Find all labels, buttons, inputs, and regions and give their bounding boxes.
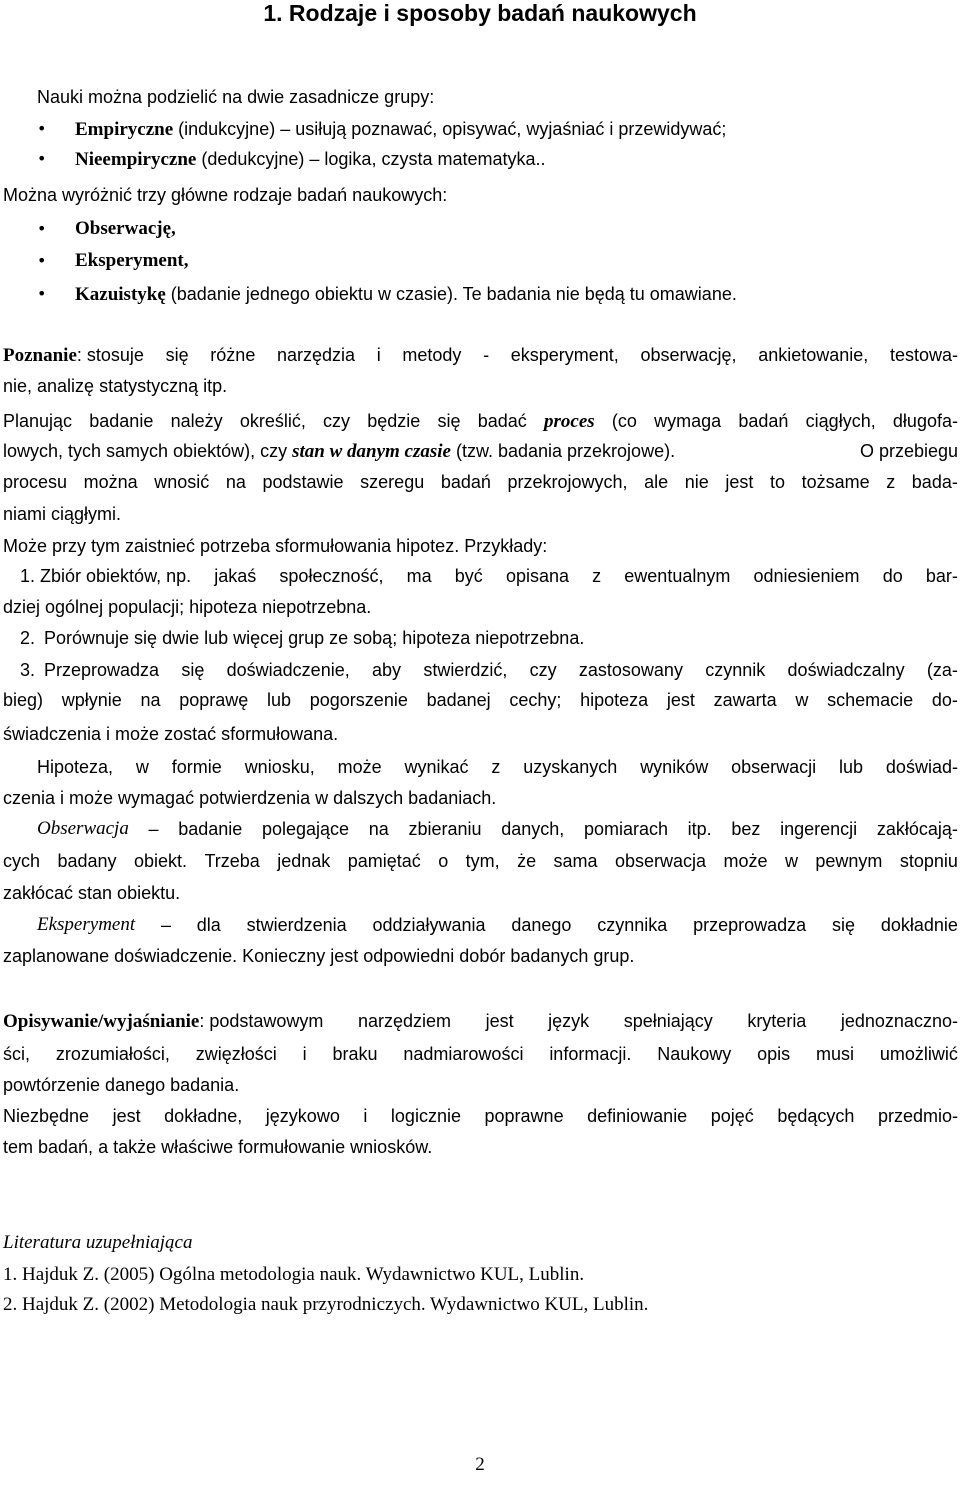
hipoteza-line-1: Hipoteza, w formie wniosku, może wynikać z uzyskanych wyników obserwacji lub doświad-: [37, 757, 958, 777]
bullet-icon: •: [37, 284, 47, 303]
obserwacja-line-3: zakłócać stan obiektu.: [3, 883, 181, 903]
opis-line-5: tem badań, a także właściwe formułowanie wniosków.: [3, 1137, 433, 1157]
eksperyment-line-1: Eksperyment – dla stwierdzenia oddziaływania danego czynnika przeprowadza się dokładnie: [37, 914, 958, 935]
bullet-icon: •: [37, 251, 47, 270]
bullet-icon: •: [37, 119, 47, 138]
page-title: 1. Rodzaje i sposoby badań naukowych: [263, 0, 697, 26]
literature-item: 2. Hajduk Z. (2002) Metodologia nauk przyrodniczych. Wydawnictwo KUL, Lublin.: [3, 1294, 649, 1315]
example-3-line-1: Przeprowadza się doświadczenie, aby stwierdzić, czy zastosowany czynnik doświadczalny (za-: [44, 660, 958, 680]
list-item-kazuistyka: Kazuistykę (badanie jednego obiektu w czasie). Te badania nie będą tu omawiane.: [75, 284, 737, 305]
opis-line-4: Niezbędne jest dokładne, językowo i logicznie poprawne definiowanie pojęć będących przedmio-: [3, 1106, 958, 1126]
example-1-line-1: 1. Zbiór obiektów, np. jakaś społeczność, ma być opisana z ewentualnym odniesieniem do bar-: [20, 566, 958, 586]
bullet-icon: •: [37, 149, 47, 168]
eksperyment-line-2: zaplanowane doświadczenie. Konieczny jest odpowiedni dobór badanych grup.: [3, 946, 635, 966]
example-2-number: 2.: [20, 628, 36, 648]
opis-line-3: powtórzenie danego badania.: [3, 1075, 240, 1095]
obserwacja-line-1: Obserwacja – badanie polegające na zbieraniu danych, pomiarach itp. bez ingerencji zakłócają-: [37, 818, 958, 839]
planning-line-5: Może przy tym zaistnieć potrzeba sformułowania hipotez. Przykłady:: [3, 536, 548, 556]
planning-line-4: niami ciągłymi.: [3, 504, 122, 524]
planning-line-3: procesu można wnosić na podstawie szeregu badań przekrojowych, ale nie jest to tożsame z bada-: [3, 472, 958, 492]
intro-lead: Nauki można podzielić na dwie zasadnicze grupy:: [37, 87, 435, 107]
page-number: 2: [475, 1454, 485, 1475]
planning-line-2: lowych, tych samych obiektów), czy stan w danym czasie (tzw. badania przekrojowe). O przebiegu: [3, 441, 958, 462]
opis-line-1: Opisywanie/wyjaśnianie: podstawowym narzędziem jest język spełniający kryteria jednoznaczno-: [3, 1011, 958, 1032]
list-item-obserwacja: Obserwację,: [75, 218, 176, 239]
list-item-empiryczne: Empiryczne (indukcyjne) – usiłują poznawać, opisywać, wyjaśniać i przewidywać;: [75, 119, 727, 140]
hipoteza-line-2: czenia i może wymagać potwierdzenia w dalszych badaniach.: [3, 788, 497, 808]
list-item-nieempiryczne: Nieempiryczne (dedukcyjne) – logika, czysta matematyka..: [75, 149, 546, 170]
example-2-text: Porównuje się dwie lub więcej grup ze sobą; hipoteza niepotrzebna.: [44, 628, 585, 648]
types-lead: Można wyróżnić trzy główne rodzaje badań naukowych:: [3, 185, 448, 205]
literature-heading: Literatura uzupełniająca: [3, 1232, 193, 1253]
list-item-eksperyment: Eksperyment,: [75, 250, 189, 271]
literature-item: 1. Hajduk Z. (2005) Ogólna metodologia nauk. Wydawnictwo KUL, Lublin.: [3, 1264, 585, 1285]
opis-line-2: ści, zrozumiałości, zwięzłości i braku nadmiarowości informacji. Naukowy opis musi umożliwić: [3, 1044, 958, 1064]
example-3-line-2: bieg) wpłynie na poprawę lub pogorszenie badanej cechy; hipoteza jest zawarta w schemacie do-: [3, 690, 958, 710]
poznanie-line-1: Poznanie: stosuje się różne narzędzia i metody - eksperyment, obserwację, ankietowanie, testowa-: [3, 345, 958, 366]
example-1-line-2: dziej ogólnej populacji; hipoteza niepotrzebna.: [3, 597, 372, 617]
example-3-number: 3.: [20, 660, 36, 680]
example-3-line-3: świadczenia i może zostać sformułowana.: [3, 724, 339, 744]
planning-line-1: Planując badanie należy określić, czy będzie się badać proces (co wymaga badań ciągłych, długofa-: [3, 411, 958, 432]
poznanie-line-2: nie, analizę statystyczną itp.: [3, 376, 228, 396]
obserwacja-line-2: cych badany obiekt. Trzeba jednak pamiętać o tym, że sama obserwacja może w pewnym stopniu: [3, 851, 958, 871]
bullet-icon: •: [37, 219, 47, 238]
